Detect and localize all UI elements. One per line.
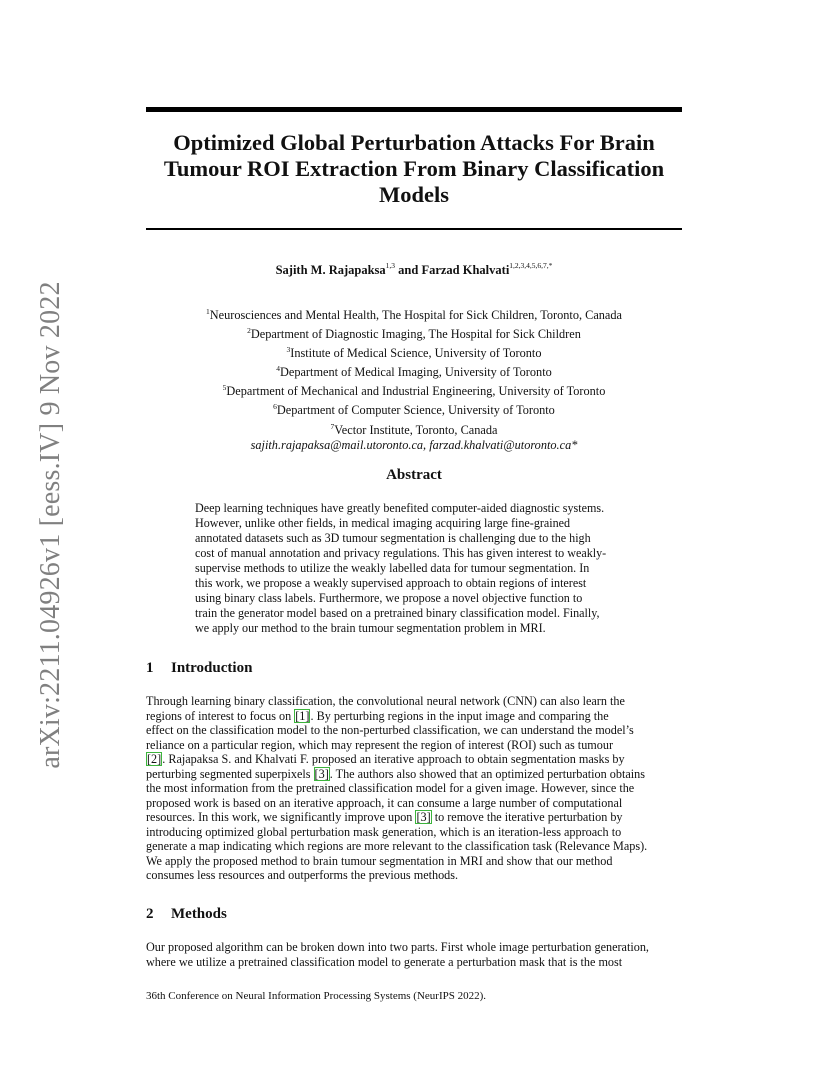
text-run: regions of interest to focus on [146,708,295,723]
title-line: Tumour ROI Extraction From Binary Classification [163,156,665,181]
affiliation-marker: 7 [330,421,335,431]
arxiv-identifier-stamp: arXiv:2211.04926v1 [eess.IV] 9 Nov 2022 [35,281,66,769]
paragraph-line: introducing optimized global perturbation mask generation, which is an iteration-less approach to [146,824,622,839]
affiliations-block [146,304,682,453]
abstract-line: this work, we propose a weakly supervised approach to obtain regions of interest [195,576,587,590]
affiliation-marker: 6 [273,402,277,412]
abstract-line: using binary class labels. Furthermore, we propose a novel objective function to [195,591,583,605]
paragraph-line: consumes less resources and outperforms the previous methods. [146,868,459,882]
section-title: Methods [171,906,227,922]
paper-title [120,130,708,208]
affiliation-text: Department of Medical Imaging, University of Toronto [279,365,552,380]
author-name: Sajith M. Rajapaksa [275,263,386,278]
affiliation-line [146,399,682,418]
affiliation-text: Vector Institute, Toronto, Canada [334,422,498,437]
affiliation-line [146,361,682,380]
paragraph-line [146,752,682,767]
affiliation-line [146,304,682,323]
affiliation-line [146,342,682,361]
section-heading-introduction [146,660,252,677]
paragraph-line: effect on the classification model to the non-perturbed classification, we can understand the model’s [146,723,634,737]
paragraph-line: proposed work is based on an iterative approach, it can consume a large number of computational [146,795,623,810]
text-run: resources. In this work, we significantly improve upon [146,810,416,824]
abstract-line: However, unlike other fields, in medical imaging acquiring large fine-grained [195,516,571,530]
affiliation-text: Department of Mechanical and Industrial Engineering, University of Toronto [226,384,606,399]
paragraph-line: We apply the proposed method to brain tumour segmentation in MRI and show that our method [146,853,613,868]
citation-link[interactable]: [1] [295,708,310,723]
introduction-paragraph [146,694,682,883]
abstract-line: train the generator model based on a pretrained binary classification model. Finally, [195,606,600,620]
text-run: . The authors also showed that an optimized perturbation obtains [329,766,645,781]
section-title: Introduction [171,660,253,676]
paragraph-line [146,810,682,825]
title-line: Optimized Global Perturbation Attacks For Brain [173,130,655,155]
abstract-line: we apply our method to the brain tumour segmentation problem in MRI. [195,621,546,635]
abstract-body [195,501,633,636]
text-run: perturbing segmented superpixels [146,766,314,781]
text-run: to remove the iterative perturbation by [431,810,623,824]
abstract-heading: Abstract [386,467,442,483]
affiliation-text: Neurosciences and Mental Health, The Hospital for Sick Children, Toronto, Canada [209,308,622,323]
author-connector: and [395,263,422,278]
title-line: Models [379,182,449,207]
affiliation-text: Institute of Medical Science, University of Toronto [290,346,542,361]
paragraph-line: the most information from the pretrained classification model for a given image. However, since the [146,781,635,795]
paragraph-line: generate a map indicating which regions are more relevant to the classification task (Relevance Maps). [146,839,648,853]
paragraph-line: Our proposed algorithm can be broken down into two parts. First whole image perturbation generation, [146,940,649,954]
title-bottom-rule [146,228,682,230]
paragraph-line: Through learning binary classification, the convolutional neural network (CNN) can also learn the [146,694,625,708]
affiliation-marker: 3 [286,345,291,355]
affiliation-marker: 2 [247,326,251,336]
affiliation-text: Department of Computer Science, University of Toronto [276,403,555,418]
abstract-line: supervise methods to utilize the weakly labelled data for tumour segmentation. In [195,561,590,575]
affiliation-line [146,323,682,342]
author-emails[interactable]: sajith.rajapaksa@mail.utoronto.ca, farzad.khalvati@utoronto.ca* [250,437,578,452]
conference-footer: 36th Conference on Neural Information Processing Systems (NeurIPS 2022). [146,990,487,1002]
section-number: 2 [146,906,154,922]
text-run: . Rajapaksa S. and Khalvati F. proposed an iterative approach to obtain segmentation masks by [162,752,625,766]
affiliation-text: Department of Diagnostic Imaging, The Hospital for Sick Children [250,327,581,342]
author-affiliation-marker: 1,2,3,4,5,6,7,* [509,261,553,270]
title-top-rule [146,107,682,112]
section-number: 1 [146,660,154,676]
affiliation-line [146,380,682,399]
affiliation-marker: 5 [222,383,227,393]
affiliation-marker: 4 [276,364,280,374]
paragraph-line: reliance on a particular region, which may represent the region of interest (ROI) such as tumour [146,737,614,752]
abstract-line: annotated datasets such as 3D tumour segmentation is challenging due to the high [195,531,591,545]
author-affiliation-marker: 1,3 [385,261,396,270]
methods-paragraph [146,940,682,969]
author-line [146,262,682,278]
paragraph-line: where we utilize a pretrained classification model to generate a perturbation mask that is the most [146,954,623,969]
affiliation-line [146,419,682,438]
paragraph-line [146,767,682,782]
section-heading-methods [146,906,227,923]
affiliation-marker: 1 [206,307,210,316]
author-name: Farzad Khalvati [421,263,510,278]
abstract-line: Deep learning techniques have greatly benefited computer-aided diagnostic systems. [195,501,605,515]
citation-link[interactable]: [3] [416,810,431,824]
citation-link[interactable]: [2] [147,752,162,766]
paragraph-line [146,709,682,724]
abstract-line: cost of manual annotation and privacy regulations. This has given interest to weakly- [195,546,607,560]
text-run: . By perturbing regions in the input image and comparing the [310,708,609,723]
citation-link[interactable]: [3] [314,766,329,781]
